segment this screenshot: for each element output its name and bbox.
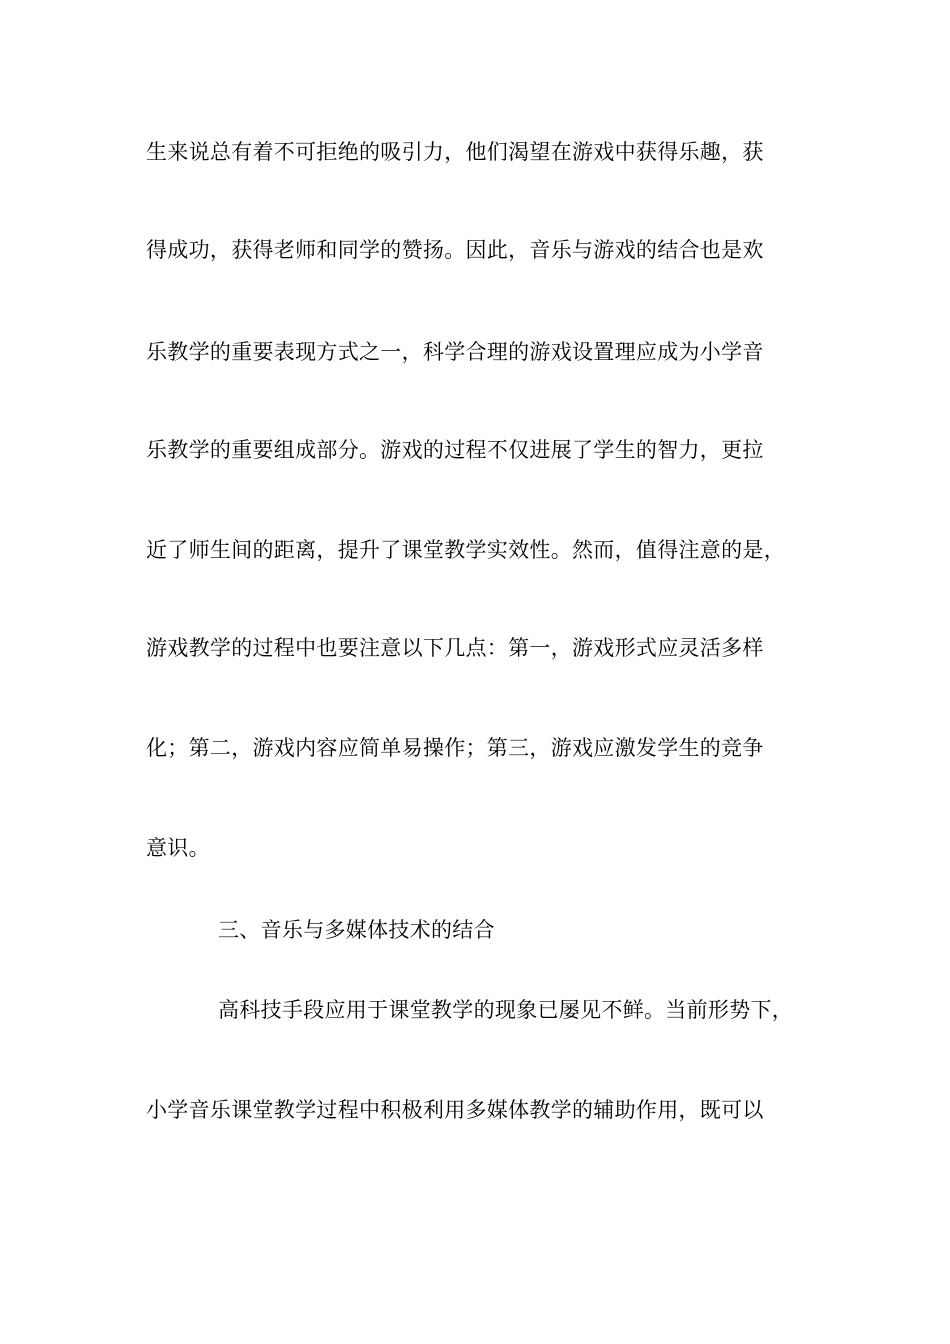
paragraph-line: 得成功，获得老师和同学的赞扬。因此，音乐与游戏的结合也是欢 [146, 238, 764, 262]
paragraph-line: 乐教学的重要表现方式之一，科学合理的游戏设置理应成为小学音 [146, 340, 764, 364]
paragraph-line: 化；第二，游戏内容应简单易操作；第三，游戏应激发学生的竞争 [146, 736, 764, 760]
paragraph-line: 近了师生间的距离，提升了课堂教学实效性。然而，值得注意的是， [146, 538, 785, 562]
paragraph-line: 游戏教学的过程中也要注意以下几点：第一，游戏形式应灵活多样 [146, 636, 764, 660]
paragraph-line: 乐教学的重要组成部分。游戏的过程不仅进展了学生的智力，更拉 [146, 438, 764, 462]
section-heading: 三、音乐与多媒体技术的结合 [218, 918, 495, 942]
paragraph-line: 高科技手段应用于课堂教学的现象已屡见不鲜。当前形势下， [218, 998, 794, 1022]
paragraph-line: 意识。 [146, 836, 210, 860]
paragraph-line: 生来说总有着不可拒绝的吸引力，他们渴望在游戏中获得乐趣，获 [146, 140, 764, 164]
paragraph-line: 小学音乐课堂教学过程中积极利用多媒体教学的辅助作用，既可以 [146, 1098, 764, 1122]
